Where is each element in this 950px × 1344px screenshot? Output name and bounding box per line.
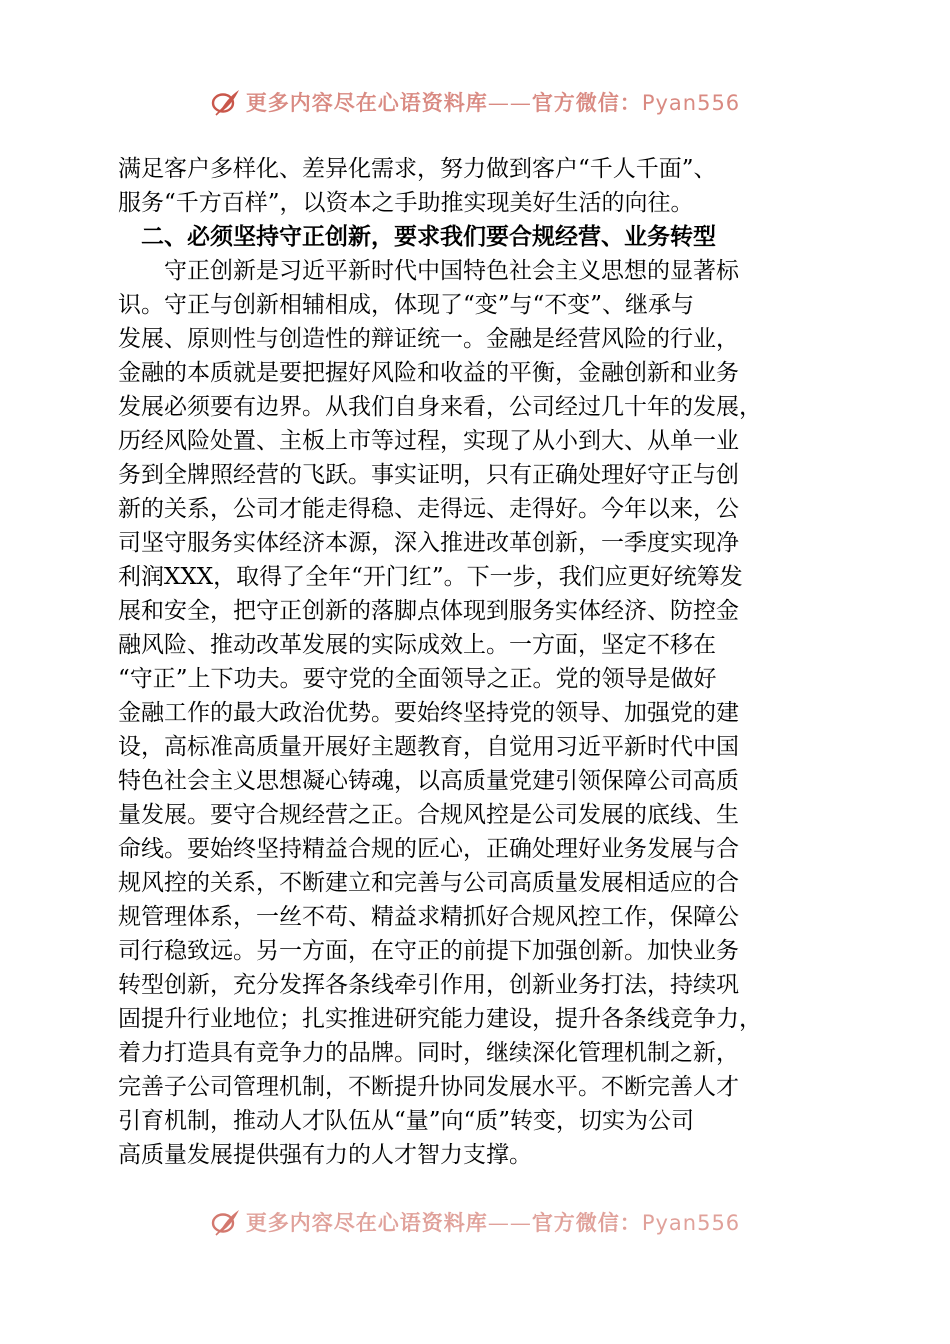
banner-separator: ——	[487, 91, 532, 115]
banner-title: 更多内容尽在心语资料库	[245, 1210, 488, 1235]
body-line: 发展必须要有边界。从我们自身来看，公司经过几十年的发展，	[118, 394, 762, 420]
body-line: 规管理体系，一丝不苟、精益求精抓好合规风控工作，保障公	[118, 904, 739, 930]
body-line: 完善子公司管理机制，不断提升协同发展水平。不断完善人才	[118, 1074, 739, 1100]
body-line: 融风险、推动改革发展的实际成效上。一方面，坚定不移在	[118, 632, 716, 658]
body-line: 利润XXX，取得了全年“开门红”。下一步，我们应更好统筹发	[118, 564, 743, 590]
body-line: 司坚守服务实体经济本源，深入推进改革创新，一季度实现净	[118, 530, 739, 556]
document-body	[118, 152, 838, 1172]
body-line: 发展、原则性与创造性的辩证统一。金融是经营风险的行业，	[118, 326, 739, 352]
body-line: 历经风险处置、主板上市等过程，实现了从小到大、从单一业	[118, 428, 739, 454]
body-line: 命线。要始终坚持精益合规的匠心，正确处理好业务发展与合	[118, 836, 739, 862]
banner-text	[246, 1207, 740, 1237]
body-line: 金融工作的最大政治优势。要始终坚持党的领导、加强党的建	[118, 700, 739, 726]
body-line: 规风控的关系，不断建立和完善与公司高质量发展相适应的合	[118, 870, 739, 896]
body-line: 新的关系，公司才能走得稳、走得远、走得好。今年以来，公	[118, 496, 739, 522]
body-line: 量发展。要守合规经营之正。合规风控是公司发展的底线、生	[118, 802, 739, 828]
body-line: 设，高标准高质量开展好主题教育，自觉用习近平新时代中国	[118, 734, 739, 760]
header-banner	[0, 82, 950, 122]
banner-handle: Pyan556	[641, 1211, 741, 1235]
body-line: 高质量发展提供强有力的人才智力支撑。	[118, 1142, 532, 1168]
body-line: 金融的本质就是要把握好风险和收益的平衡，金融创新和业务	[118, 360, 739, 386]
body-line: 识。守正与创新相辅相成，体现了“变”与“不变”、继承与	[118, 292, 695, 318]
banner-channel: 官方微信：	[531, 90, 642, 115]
body-line: 转型创新，充分发挥各条线牵引作用，创新业务打法，持续巩	[118, 972, 739, 998]
banner-channel: 官方微信：	[531, 1210, 642, 1235]
banner-text	[246, 87, 740, 117]
body-line: 满足客户多样化、差异化需求，努力做到客户“千人千面”、	[118, 156, 717, 182]
body-line: 特色社会主义思想凝心铸魂，以高质量党建引领保障公司高质	[118, 768, 739, 794]
body-line: 着力打造具有竞争力的品牌。同时，继续深化管理机制之新，	[118, 1040, 739, 1066]
body-line: 守正创新是习近平新时代中国特色社会主义思想的显著标	[164, 258, 739, 284]
banner-separator: ——	[487, 1211, 532, 1235]
body-line: 展和安全，把守正创新的落脚点体现到服务实体经济、防控金	[118, 598, 739, 624]
banner-handle: Pyan556	[641, 91, 741, 115]
body-line: 司行稳致远。另一方面，在守正的前提下加强创新。加快业务	[118, 938, 739, 964]
body-line: 固提升行业地位；扎实推进研究能力建设，提升各条线竞争力，	[118, 1006, 762, 1032]
footer-banner	[0, 1202, 950, 1242]
body-line: 服务“千方百样”，以资本之手助推实现美好生活的向往。	[118, 190, 694, 216]
body-line: “守正”上下功夫。要守党的全面领导之正。党的领导是做好	[118, 666, 717, 692]
quill-pen-logo-icon	[210, 86, 242, 118]
quill-pen-logo-icon	[210, 1206, 242, 1238]
body-line: 引育机制，推动人才队伍从“量”向“质”转变，切实为公司	[118, 1108, 695, 1134]
body-line: 务到全牌照经营的飞跃。事实证明，只有正确处理好守正与创	[118, 462, 739, 488]
banner-title: 更多内容尽在心语资料库	[245, 90, 488, 115]
section-heading: 二、必须坚持守正创新，要求我们要合规经营、业务转型	[141, 223, 716, 250]
